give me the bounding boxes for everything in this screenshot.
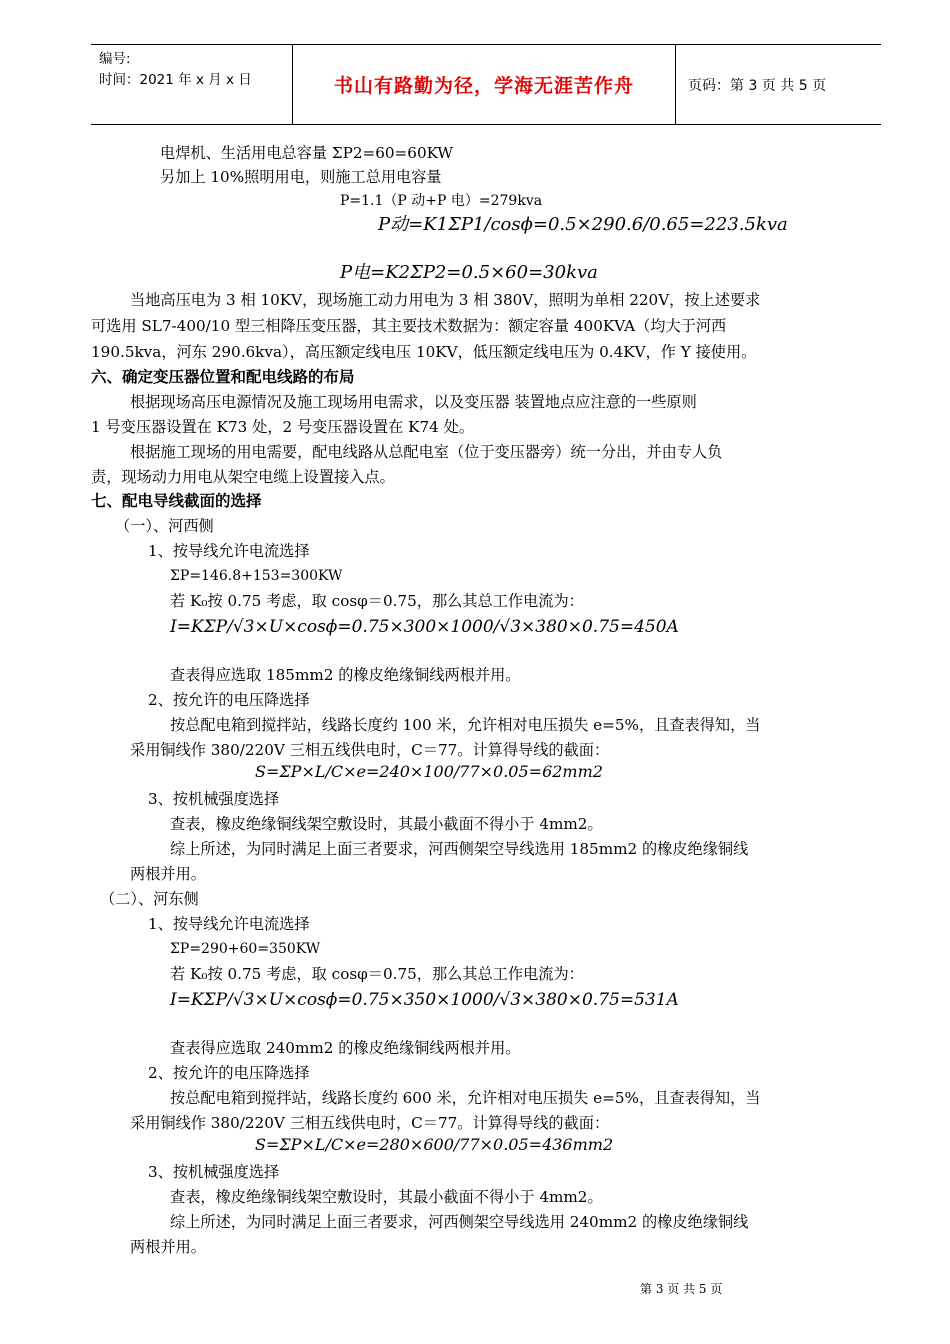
- text-line: 查表得应选取 185mm2 的橡皮绝缘铜线两根并用。: [170, 666, 521, 684]
- text-line: 采用铜线作 380/220V 三相五线供电时，C＝77。计算得导线的截面：: [130, 1114, 610, 1132]
- header-left-cell: [91, 45, 293, 124]
- text-line: 1 号变压器设置在 K73 处，2 号变压器设置在 K74 处。: [91, 418, 475, 436]
- section-heading: 七、配电导线截面的选择: [91, 492, 262, 510]
- text-line: ΣP=290+60=350KW: [170, 941, 321, 957]
- text-line: 根据现场高压电源情况及施工现场用电需求，以及变压器 装置地点应注意的一些原则: [130, 393, 697, 411]
- text-line: 可选用 SL7-400/10 型三相降压变压器，其主要技术数据为：额定容量 400KVA（均大于河西: [91, 317, 727, 335]
- formula: S=ΣP×L/C×e=240×100/77×0.05=62mm2: [255, 762, 603, 781]
- item-heading: 3、按机械强度选择: [148, 790, 280, 808]
- text-line: 若 K₀按 0.75 考虑，取 cosφ＝0.75，那么其总工作电流为：: [170, 965, 584, 983]
- subsection-heading: （二）、河东侧: [100, 890, 199, 908]
- item-heading: 3、按机械强度选择: [148, 1163, 280, 1181]
- header-page-cell: [676, 45, 881, 124]
- text-line: 另加上 10%照明用电，则施工总用电容量: [160, 168, 442, 186]
- text-line: P=1.1（P 动+P 电）=279kva: [340, 193, 543, 209]
- number-label: 编号:: [99, 51, 131, 67]
- text-line: 按总配电箱到搅拌站，线路长度约 600 米，允许相对电压损失 e=5%，且查表得知，当: [170, 1089, 761, 1107]
- text-line: 两根并用。: [130, 1238, 206, 1256]
- text-line: 查表，橡皮绝缘铜线架空敷设时，其最小截面不得小于 4mm2。: [170, 1188, 603, 1206]
- item-heading: 2、按允许的电压降选择: [148, 691, 310, 709]
- text-line: 采用铜线作 380/220V 三相五线供电时，C＝77。计算得导线的截面：: [130, 741, 610, 759]
- formula: I=KΣP/√3×U×cosϕ=0.75×300×1000/√3×380×0.75=450A: [170, 617, 679, 637]
- header-motto-cell: [293, 45, 676, 124]
- text-line: 按总配电箱到搅拌站，线路长度约 100 米，允许相对电压损失 e=5%，且查表得知，当: [170, 716, 761, 734]
- section-heading: 六、确定变压器位置和配电线路的布局: [91, 368, 355, 386]
- text-line: 190.5kva，河东 290.6kva），高压额定线电压 10KV，低压额定线电压为 0.4KV，作 Y 接使用。: [91, 343, 757, 361]
- text-line: 根据施工现场的用电需要，配电线路从总配电室（位于变压器旁）统一分出，并由专人负: [130, 443, 723, 461]
- item-heading: 1、按导线允许电流选择: [148, 542, 310, 560]
- formula: S=ΣP×L/C×e=280×600/77×0.05=436mm2: [255, 1135, 614, 1154]
- text-line: ΣP=146.8+153=300KW: [170, 568, 343, 584]
- subsection-heading: （一）、河西侧: [115, 517, 214, 535]
- text-line: 查表，橡皮绝缘铜线架空敷设时，其最小截面不得小于 4mm2。: [170, 815, 603, 833]
- text-line: 电焊机、生活用电总容量 ΣP2=60=60KW: [160, 144, 454, 162]
- formula: I=KΣP/√3×U×cosϕ=0.75×350×1000/√3×380×0.75=531A: [170, 990, 679, 1010]
- text-line: 若 K₀按 0.75 考虑，取 cosφ＝0.75，那么其总工作电流为：: [170, 592, 584, 610]
- formula: P电=K2ΣP2=0.5×60=30kva: [340, 262, 598, 283]
- page-footer: 第 3 页 共 5 页: [640, 1282, 723, 1296]
- text-line: 综上所述，为同时满足上面三者要求，河西侧架空导线选用 185mm2 的橡皮绝缘铜线: [170, 840, 749, 858]
- text-line: 查表得应选取 240mm2 的橡皮绝缘铜线两根并用。: [170, 1039, 521, 1057]
- text-line: 责，现场动力用电从架空电缆上设置接入点。: [91, 468, 395, 486]
- page-info: 页码：第 3 页 共 5 页: [688, 77, 827, 94]
- item-heading: 1、按导线允许电流选择: [148, 915, 310, 933]
- time-label: 时间：2021 年 x 月 x 日: [99, 72, 252, 88]
- formula: P动=K1ΣP1/cosϕ=0.5×290.6/0.65=223.5kva: [378, 214, 788, 235]
- item-heading: 2、按允许的电压降选择: [148, 1064, 310, 1082]
- page-header: [91, 44, 881, 125]
- text-line: 当地高压电为 3 相 10KV，现场施工动力用电为 3 相 380V，照明为单相 220V，按上述要求: [130, 291, 761, 309]
- motto: 书山有路勤为径，学海无涯苦作舟: [333, 75, 634, 97]
- text-line: 两根并用。: [130, 865, 206, 883]
- text-line: 综上所述，为同时满足上面三者要求，河西侧架空导线选用 240mm2 的橡皮绝缘铜线: [170, 1213, 749, 1231]
